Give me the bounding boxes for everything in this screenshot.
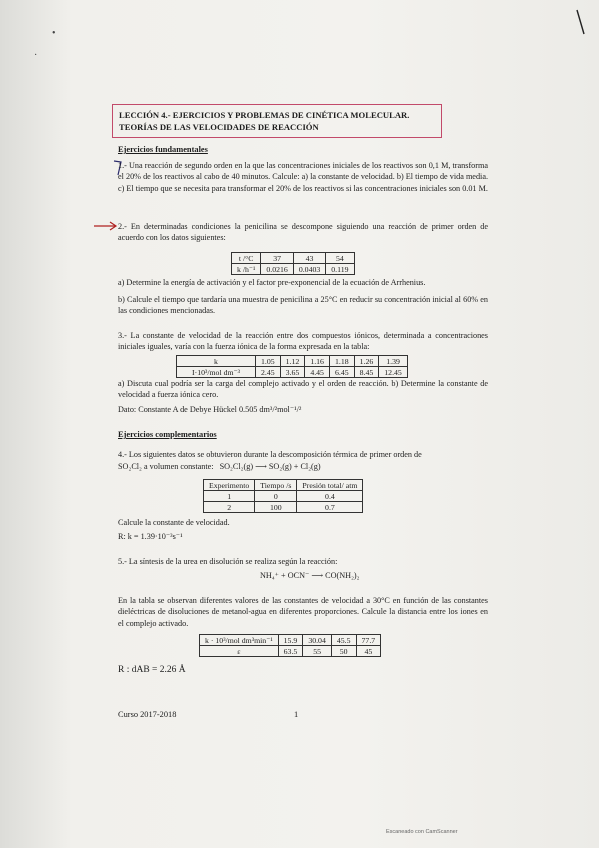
table-cell: 54: [326, 253, 354, 264]
table-cell: k · 10³/mol dm³min⁻¹: [200, 635, 279, 646]
table-cell: 4.45: [305, 367, 330, 378]
table-row: [200, 646, 381, 657]
table-cell: 0.0216: [261, 264, 293, 275]
urea-data-table: [199, 634, 381, 657]
lesson-title-line2: TEORÍAS DE LAS VELOCIDADES DE REACCIÓN: [119, 121, 319, 132]
table-row: [232, 253, 355, 264]
exercise-5-equation: NH₄⁺ + OCN⁻ ⟶ CO(NH₂)₂: [260, 571, 360, 580]
section-heading-complementarios: Ejercicios complementarios: [118, 430, 217, 439]
table-cell: 37: [261, 253, 293, 264]
exercise-1-text: 1.- Una reacción de segundo orden en la que las concentraciones iniciales de los reactivos son 0,1 M, transforma el 20% de los reactivos al cabo de 40 minutos. Calcule: a) la constante de velocidad. b) El tiempo de vida media. c) El tiempo que se necesita para transformar el 20% de los reactivos si las concentraciones iniciales son 0.01 M.: [118, 161, 488, 193]
scan-speck: ·: [34, 50, 38, 61]
section-heading-fundamentales: Ejercicios fundamentales: [118, 145, 208, 154]
table-row: [200, 635, 381, 646]
table-row: [177, 367, 408, 378]
exercise-5-text: 5.- La síntesis de la urea en disolución se realiza según la reacción:: [118, 557, 338, 566]
table-header-cell: Presión total/ atm: [297, 480, 363, 491]
table-cell: 0.7: [297, 502, 363, 513]
table-cell: k: [177, 356, 256, 367]
exercise-2-part-b: b) Calcule el tiempo que tardaría una muestra de penicilina a 25°C en reducir su concentración inicial al 60% en las condiciones mencionadas.: [118, 295, 488, 316]
table-row: [177, 356, 408, 367]
table-cell: 0.0403: [293, 264, 325, 275]
table-cell: 15.9: [278, 635, 303, 646]
exercise-4-text-line2: [118, 461, 488, 472]
table-row: [204, 491, 363, 502]
exercise-4-answer: R: k = 1.39·10⁻³s⁻¹: [118, 532, 183, 541]
exercise-2-text: 2.- En determinadas condiciones la penicilina se descompone siguiendo una reacción de primer orden de acuerdo con los datos siguientes:: [118, 222, 488, 243]
table-cell: k /h⁻¹: [232, 264, 261, 275]
table-cell: 0.119: [326, 264, 354, 275]
table-cell: t /°C: [232, 253, 261, 264]
exercise-4-text-line2-label: SO₂Cl₂ a volumen constante:: [118, 462, 214, 471]
table-cell: 63.5: [278, 646, 303, 657]
table-cell: 43: [293, 253, 325, 264]
footer-course: Curso 2017-2018: [118, 710, 177, 719]
table-cell: 1.16: [305, 356, 330, 367]
exercise-3-data: Dato: Constante A de Debye Hückel 0.505 dm³/²mol⁻¹/²: [118, 405, 302, 414]
page-number: 1: [294, 710, 299, 719]
table-cell: 1.12: [280, 356, 305, 367]
table-cell: ε: [200, 646, 279, 657]
scanner-watermark: Escaneado con CamScanner: [386, 829, 458, 835]
exercise-3-part-a: a) Discuta cual podría ser la carga del complejo activado y el orden de reacción. b) Determine la constante de velocidad a fuerza iónica cero.: [118, 379, 488, 400]
table-cell: I·10³/mol dm⁻³: [177, 367, 256, 378]
exercise-4-equation: SO₂Cl₂(g) ⟶ SO₂(g) + Cl₂(g): [219, 462, 321, 471]
table-cell: 2: [204, 502, 255, 513]
table-cell: 100: [255, 502, 297, 513]
ionic-strength-table: [176, 355, 408, 378]
lesson-title-box: [112, 104, 442, 138]
exercise-4-text-line1: 4.- Los siguientes datos se obtuvieron durante la descomposición térmica de primer orden de: [118, 450, 422, 459]
table-cell: 3.65: [280, 367, 305, 378]
exercise-3-text: 3.- La constante de velocidad de la reacción entre dos compuestos iónicos, determinada a concentraciones iniciales iguales, varía con la fuerza iónica de la forma expresada en la tabla:: [118, 331, 488, 352]
exercise-5-text2: En la tabla se observan diferentes valores de las constantes de velocidad a 30°C en función de las constantes dieléctricas de disoluciones de metanol-agua en diferentes proporciones. Calcule la distancia entre los iones en el complejo activado.: [118, 596, 488, 628]
table-cell: 30.04: [303, 635, 332, 646]
pen-scribble-icon: [574, 8, 588, 38]
table-header-cell: Experimento: [204, 480, 255, 491]
table-header-cell: Tiempo /s: [255, 480, 297, 491]
table-row: [232, 264, 355, 275]
pen-arrow-icon: [92, 221, 118, 231]
table-cell: 45.5: [331, 635, 356, 646]
table-cell: 1.05: [256, 356, 281, 367]
table-cell: 77.7: [356, 635, 381, 646]
scan-speck: •: [52, 28, 56, 39]
table-cell: 0.4: [297, 491, 363, 502]
table-cell: 50: [331, 646, 356, 657]
table-row: [204, 502, 363, 513]
exercise-4-question: Calcule la constante de velocidad.: [118, 518, 230, 527]
table-cell: 1.39: [379, 356, 408, 367]
table-cell: 1.18: [329, 356, 354, 367]
table-cell: 12.45: [379, 367, 408, 378]
table-row: [204, 480, 363, 491]
table-cell: 8.45: [354, 367, 379, 378]
table-cell: 6.45: [329, 367, 354, 378]
table-cell: 1.26: [354, 356, 379, 367]
penicillin-data-table: [231, 252, 355, 275]
table-cell: 55: [303, 646, 332, 657]
table-cell: 45: [356, 646, 381, 657]
exercise-2-part-a: a) Determine la energía de activación y el factor pre-exponencial de la ecuación de Arrhenius.: [118, 278, 426, 287]
lesson-title-line1: LECCIÓN 4.- EJERCICIOS Y PROBLEMAS DE CINÉTICA MOLECULAR.: [119, 110, 410, 120]
exercise-5-answer: R : dAB = 2.26 Å: [118, 665, 186, 675]
table-cell: 0: [255, 491, 297, 502]
table-cell: 1: [204, 491, 255, 502]
so2cl2-data-table: [203, 479, 363, 513]
table-cell: 2.45: [256, 367, 281, 378]
